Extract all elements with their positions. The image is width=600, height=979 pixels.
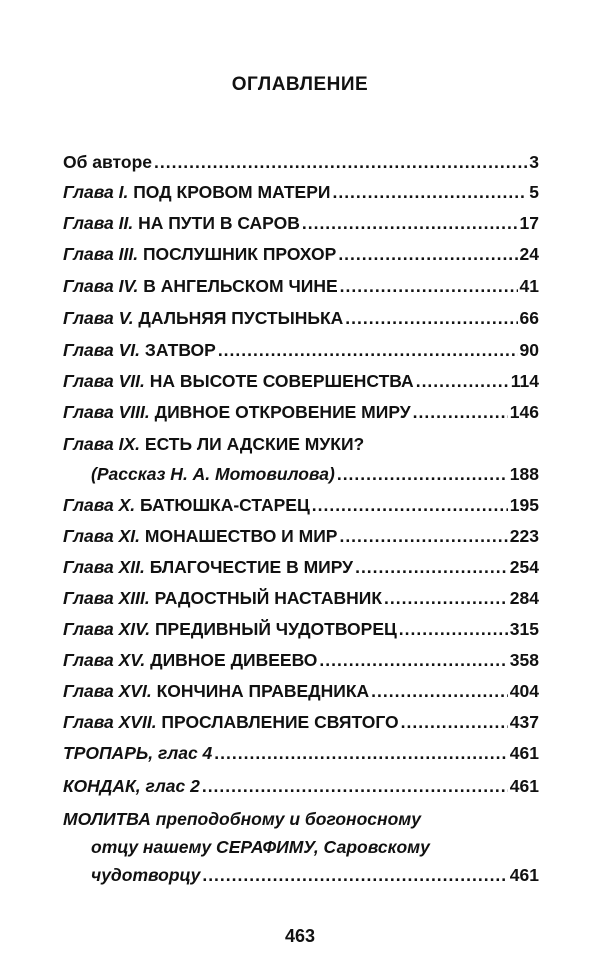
entry-page: 437 xyxy=(509,712,539,732)
entry-label: Глава III. xyxy=(63,244,139,264)
entry-label: Глава VIII. xyxy=(63,402,150,422)
leader-dots xyxy=(399,617,508,641)
entry-page: 5 xyxy=(529,182,539,202)
entry-label: Глава XIV. xyxy=(63,619,151,639)
leader-dots xyxy=(339,524,507,548)
entry-label: Глава XII. xyxy=(63,557,145,577)
entry-label: Глава XIII. xyxy=(63,588,150,608)
leader-dots xyxy=(401,710,508,734)
entry-title: ДАЛЬНЯЯ ПУСТЫНЬКА xyxy=(133,308,344,328)
entry-title: В АНГЕЛЬСКОМ ЧИНЕ xyxy=(138,276,338,296)
leader-dots xyxy=(355,555,508,579)
entry-label: Глава XVI. xyxy=(63,681,152,701)
entry-label: Глава IX. xyxy=(63,434,141,454)
entry-page: 66 xyxy=(519,308,539,328)
leader-dots xyxy=(319,648,507,672)
entry-title: ДИВНОЕ ОТКРОВЕНИЕ МИРУ xyxy=(149,402,411,422)
entry-page: 41 xyxy=(519,276,539,296)
leader-dots xyxy=(214,741,508,765)
toc-entry-chapter-2[interactable] xyxy=(63,211,539,235)
entry-page: 24 xyxy=(519,244,539,264)
toc-entry-chapter-17[interactable] xyxy=(63,710,539,734)
leader-dots xyxy=(345,306,517,330)
entry-page: 195 xyxy=(509,495,539,515)
leader-dots xyxy=(218,338,518,362)
entry-title: КОНЧИНА ПРАВЕДНИКА xyxy=(151,681,370,701)
toc-heading: ОГЛАВЛЕНИЕ xyxy=(231,74,369,95)
toc-entry-chapter-16[interactable] xyxy=(63,679,539,703)
leader-dots xyxy=(312,493,508,517)
leader-dots xyxy=(202,774,508,798)
entry-label: Глава II. xyxy=(63,213,134,233)
toc-entry-chapter-4[interactable] xyxy=(63,274,539,298)
entry-title: Об авторе xyxy=(63,152,152,172)
leader-dots xyxy=(413,400,508,424)
entry-page: 404 xyxy=(509,681,539,701)
entry-page: 3 xyxy=(529,152,539,172)
entry-label: ТРОПАРЬ, глас 4 xyxy=(63,743,213,763)
entry-page: 90 xyxy=(519,340,539,360)
entry-title: ПРОСЛАВЛЕНИЕ СВЯТОГО xyxy=(156,712,399,732)
toc-entry-chapter-6[interactable] xyxy=(63,338,539,362)
leader-dots xyxy=(332,180,527,204)
toc-entry-chapter-10[interactable] xyxy=(63,493,539,517)
entry-page: 461 xyxy=(509,776,539,796)
toc-entry-chapter-11[interactable] xyxy=(63,524,539,548)
entry-label: МОЛИТВА преподобному и богоносному xyxy=(63,809,421,829)
entry-label: Глава VI. xyxy=(63,340,141,360)
entry-title: БАТЮШКА-СТАРЕЦ xyxy=(135,495,310,515)
entry-page: 461 xyxy=(509,743,539,763)
entry-label: Глава XV. xyxy=(63,650,146,670)
entry-title: ПОСЛУШНИК ПРОХОР xyxy=(138,244,337,264)
entry-page: 146 xyxy=(509,402,539,422)
toc-entry-chapter-12[interactable] xyxy=(63,555,539,579)
entry-page: 284 xyxy=(509,588,539,608)
entry-page: 223 xyxy=(509,526,539,546)
entry-page: 315 xyxy=(509,619,539,639)
leader-dots xyxy=(154,150,527,174)
leader-dots xyxy=(340,274,518,298)
entry-label: Глава I. xyxy=(63,182,129,202)
entry-label: Глава IV. xyxy=(63,276,139,296)
page-number: 463 xyxy=(284,926,316,946)
entry-title: ЗАТВОР xyxy=(140,340,216,360)
entry-title: ПОД КРОВОМ МАТЕРИ xyxy=(128,182,331,202)
leader-dots xyxy=(371,679,508,703)
toc-entry-chapter-7[interactable] xyxy=(63,369,539,393)
toc-entry-kontakion[interactable] xyxy=(63,774,539,798)
entry-label: Глава V. xyxy=(63,308,134,328)
entry-label-line2: отцу нашему СЕРАФИМУ, Саровскому xyxy=(91,837,430,857)
toc-entry-chapter-5[interactable] xyxy=(63,306,539,330)
entry-page: 114 xyxy=(510,371,539,391)
entry-subtitle: (Рассказ Н. А. Мотовилова) xyxy=(91,464,335,484)
toc-entry-chapter-14[interactable] xyxy=(63,617,539,641)
leader-dots xyxy=(384,586,508,610)
toc-entry-chapter-3[interactable] xyxy=(63,242,539,266)
entry-page: 254 xyxy=(509,557,539,577)
leader-dots xyxy=(202,863,507,887)
entry-title: НА ПУТИ В САРОВ xyxy=(133,213,300,233)
toc-entry-chapter-1[interactable] xyxy=(63,180,539,204)
entry-label: КОНДАК, глас 2 xyxy=(63,776,200,796)
entry-label: Глава X. xyxy=(63,495,136,515)
toc-entry-chapter-15[interactable] xyxy=(63,648,539,672)
entry-page: 461 xyxy=(509,865,539,885)
entry-page: 188 xyxy=(509,464,539,484)
entry-title: МОНАШЕСТВО И МИР xyxy=(140,526,338,546)
entry-title: БЛАГОЧЕСТИЕ В МИРУ xyxy=(144,557,354,577)
entry-title: ПРЕДИВНЫЙ ЧУДОТВОРЕЦ xyxy=(150,619,397,639)
toc-entry-prayer[interactable] xyxy=(63,807,539,887)
leader-dots xyxy=(302,211,518,235)
toc-entry-chapter-13[interactable] xyxy=(63,586,539,610)
entry-title: РАДОСТНЫЙ НАСТАВНИК xyxy=(149,588,383,608)
leader-dots xyxy=(338,242,517,266)
entry-page: 358 xyxy=(509,650,539,670)
toc-entry-troparion[interactable] xyxy=(63,741,539,765)
entry-label: Глава XVII. xyxy=(63,712,157,732)
entry-page: 17 xyxy=(519,213,539,233)
entry-label: Глава VII. xyxy=(63,371,145,391)
entry-title: ДИВНОЕ ДИВЕЕВО xyxy=(145,650,318,670)
leader-dots xyxy=(416,369,509,393)
entry-title: ЕСТЬ ЛИ АДСКИЕ МУКИ? xyxy=(140,434,365,454)
toc-entry-about[interactable] xyxy=(63,150,539,174)
toc-entry-chapter-9[interactable] xyxy=(63,432,539,486)
entry-title: НА ВЫСОТЕ СОВЕРШЕНСТВА xyxy=(144,371,414,391)
toc-entry-chapter-8[interactable] xyxy=(63,400,539,424)
entry-label-line3: чудотворцу xyxy=(91,865,201,885)
entry-label: Глава XI. xyxy=(63,526,141,546)
leader-dots xyxy=(337,462,508,486)
